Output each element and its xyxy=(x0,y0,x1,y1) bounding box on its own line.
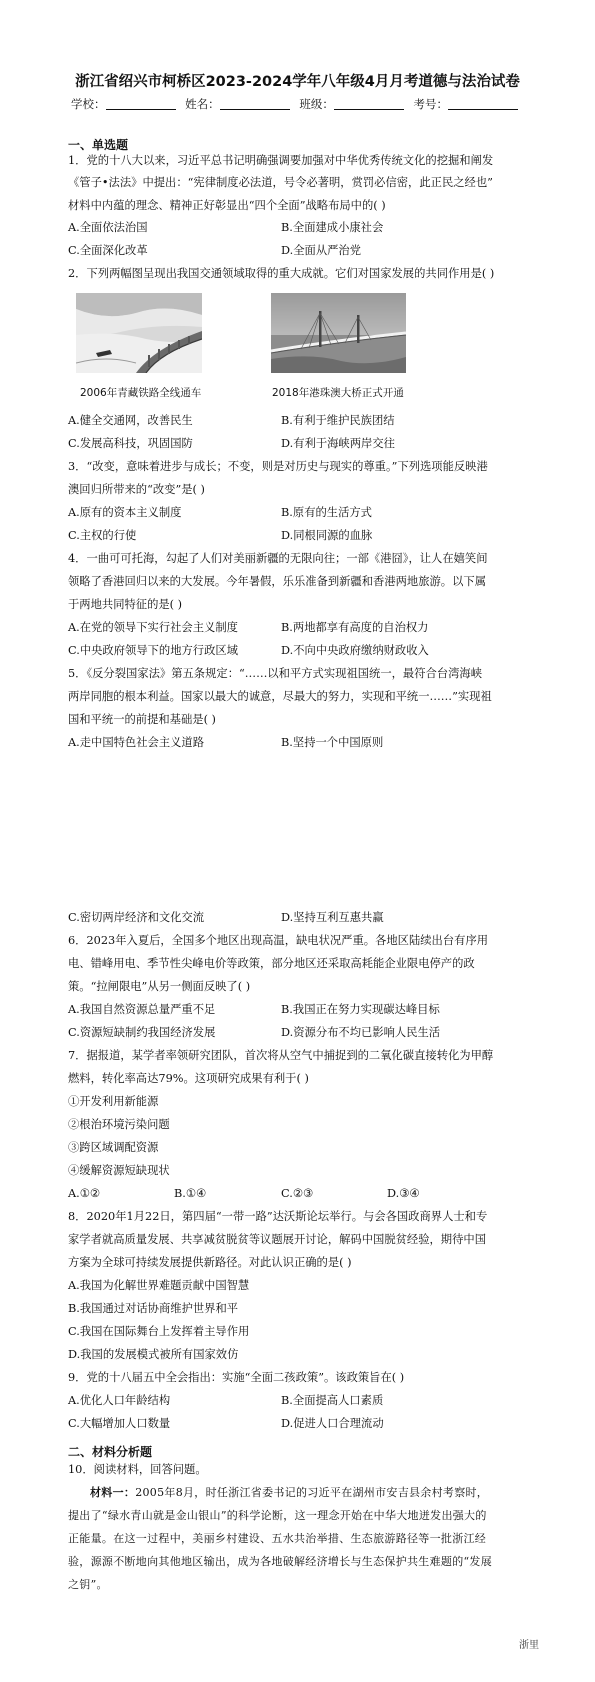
q1-option-a[interactable]: A.全面依法治国 xyxy=(68,221,148,234)
section-single-choice: 一、单选题 xyxy=(68,138,129,152)
q10-material-line2: 提出了“绿水青山就是金山银山”的科学论断，这一理念开始在中华大地迸发出强大的 xyxy=(68,1509,487,1522)
q2-line1: 2．下列两幅图呈现出我国交通领域取得的重大成就。它们对国家发展的共同作用是( ) xyxy=(68,267,495,280)
q2-caption-right: 2018年港珠澳大桥正式开通 xyxy=(272,387,404,399)
school-label: 学校： xyxy=(71,97,106,111)
student-info-line xyxy=(0,96,595,112)
q8-option-d[interactable]: D.我国的发展模式被所有国家效仿 xyxy=(68,1348,239,1361)
q8-option-a[interactable]: A.我国为化解世界难题贡献中国智慧 xyxy=(68,1279,250,1292)
q4-line3: 于两地共同特征的是( ) xyxy=(68,598,183,611)
q1-option-c[interactable]: C.全面深化改革 xyxy=(68,244,148,257)
hongkong-zhuhai-macao-bridge-photo xyxy=(271,293,406,373)
q2-option-d[interactable]: D.有利于海峡两岸交往 xyxy=(281,437,395,450)
q10-material-line5: 之钥”。 xyxy=(68,1578,108,1591)
name-blank[interactable] xyxy=(220,98,290,110)
q5-option-b[interactable]: B.坚持一个中国原则 xyxy=(281,736,384,749)
q6-line3: 策。“拉闸限电”从另一侧面反映了( ) xyxy=(68,980,251,993)
q10-material-line4: 验，源源不断地向其他地区输出，成为各地破解经济增长与生态保护共生难题的“发展 xyxy=(68,1555,493,1568)
q4-option-c[interactable]: C.中央政府领导下的地方行政区域 xyxy=(68,644,238,657)
q2-option-c[interactable]: C.发展高科技，巩固国防 xyxy=(68,437,193,450)
q2-option-b[interactable]: B.有利于维护民族团结 xyxy=(281,414,395,427)
q3-option-c[interactable]: C.主权的行使 xyxy=(68,529,137,542)
q4-option-a[interactable]: A.在党的领导下实行社会主义制度 xyxy=(68,621,238,634)
name-label: 姓名： xyxy=(185,97,220,111)
q7-option-b[interactable]: B.①④ xyxy=(174,1187,207,1200)
q6-line1: 6．2023年入夏后，全国多个地区出现高温，缺电状况严重。各地区陆续出台有序用 xyxy=(68,934,489,947)
q10-material-line1 xyxy=(68,1486,565,1500)
q3-option-a[interactable]: A.原有的资本主义制度 xyxy=(68,506,182,519)
q5-option-d[interactable]: D.坚持互利互惠共赢 xyxy=(281,911,384,924)
q4-option-d[interactable]: D.不向中央政府缴纳财政收入 xyxy=(281,644,429,657)
number-label: 考号： xyxy=(413,97,448,111)
q7-item-2: ②根治环境污染问题 xyxy=(68,1118,170,1131)
q1-line1: 1．党的十八大以来，习近平总书记明确强调要加强对中华优秀传统文化的挖掘和阐发 xyxy=(68,154,494,167)
q5-option-a[interactable]: A.走中国特色社会主义道路 xyxy=(68,736,205,749)
q8-line3: 方案为全球可持续发展提供新路径。对此认识正确的是( ) xyxy=(68,1256,352,1269)
q5-line3: 国和平统一的前提和基础是( ) xyxy=(68,713,216,726)
section-material-analysis: 二、材料分析题 xyxy=(68,1445,153,1459)
q6-line2: 电、错峰用电、季节性尖峰电价等政策，部分地区还采取高耗能企业限电停产的政 xyxy=(68,957,475,970)
q9-option-c[interactable]: C.大幅增加人口数量 xyxy=(68,1417,171,1430)
q8-option-c[interactable]: C.我国在国际舞台上发挥着主导作用 xyxy=(68,1325,250,1338)
q2-option-a[interactable]: A.健全交通网，改善民生 xyxy=(68,414,193,427)
q7-line2: 燃料，转化率高达79%。这项研究成果有利于( ) xyxy=(68,1072,309,1085)
page-footer: 浙里 xyxy=(519,1640,539,1651)
q8-line2: 家学者就高质量发展、共享减贫脱贫等议题展开讨论，解码中国脱贫经验，期待中国 xyxy=(68,1233,486,1246)
q10-line1: 10．阅读材料，回答问题。 xyxy=(68,1463,207,1476)
material-text-1: 2005年8月，时任浙江省委书记的习近平在湖州市安吉县余村考察时， xyxy=(135,1486,489,1499)
q6-option-b[interactable]: B.我国正在努力实现碳达峰目标 xyxy=(281,1003,440,1016)
q5-line2: 两岸同胞的根本利益。国家以最大的诚意，尽最大的努力，实现和平统一……”实现祖 xyxy=(68,690,492,703)
q8-option-b[interactable]: B.我国通过对话协商维护世界和平 xyxy=(68,1302,239,1315)
q7-option-c[interactable]: C.②③ xyxy=(281,1187,314,1200)
q9-line1: 9．党的十八届五中全会指出：实施“全面二孩政策”。该政策旨在( ) xyxy=(68,1371,405,1384)
material-label: 材料一： xyxy=(90,1486,136,1499)
q4-line2: 领略了香港回归以来的大发展。今年暑假，乐乐准备到新疆和香港两地旅游。以下属 xyxy=(68,575,486,588)
q7-option-d[interactable]: D.③④ xyxy=(387,1187,420,1200)
class-label: 班级： xyxy=(299,97,334,111)
q1-line3: 材料中内蕴的理念、精神正好彰显出“四个全面”战略布局中的( ) xyxy=(68,199,386,212)
q3-line2: 澳回归所带来的“改变”是( ) xyxy=(68,483,205,496)
q7-item-3: ③跨区域调配资源 xyxy=(68,1141,159,1154)
q3-option-b[interactable]: B.原有的生活方式 xyxy=(281,506,372,519)
q4-line1: 4．一曲可可托海，勾起了人们对美丽新疆的无限向往；一部《港囧》，让人在嬉笑间 xyxy=(68,552,488,565)
school-blank[interactable] xyxy=(106,98,176,110)
q6-option-d[interactable]: D.资源分布不均已影响人民生活 xyxy=(281,1026,441,1039)
page-title: 浙江省绍兴市柯桥区2023-2024学年八年级4月月考道德与法治试卷 xyxy=(75,74,520,90)
q8-line1: 8．2020年1月22日，第四届“一带一路”达沃斯论坛举行。与会各国政商界人士和专 xyxy=(68,1210,488,1223)
q7-item-4: ④缓解资源短缺现状 xyxy=(68,1164,170,1177)
q5-line1: 5．《反分裂国家法》第五条规定：“……以和平方式实现祖国统一，最符合台湾海峡 xyxy=(68,667,483,680)
q1-option-b[interactable]: B.全面建成小康社会 xyxy=(281,221,384,234)
q10-material-line3: 正能量。在这一过程中，美丽乡村建设、五水共治举措、生态旅游路径等一批浙江经 xyxy=(68,1532,487,1545)
q2-caption-left: 2006年青藏铁路全线通车 xyxy=(80,387,202,399)
qinghai-tibet-railway-photo xyxy=(76,293,202,373)
q7-line1: 7．据报道，某学者率领研究团队，首次将从空气中捕捉到的二氧化碳直接转化为甲醇 xyxy=(68,1049,494,1062)
class-blank[interactable] xyxy=(334,98,404,110)
q4-option-b[interactable]: B.两地都享有高度的自治权力 xyxy=(281,621,429,634)
q7-item-1: ①开发利用新能源 xyxy=(68,1095,159,1108)
q9-option-a[interactable]: A.优化人口年龄结构 xyxy=(68,1394,171,1407)
q6-option-a[interactable]: A.我国自然资源总量严重不足 xyxy=(68,1003,216,1016)
q1-option-d[interactable]: D.全面从严治党 xyxy=(281,244,362,257)
q3-option-d[interactable]: D.同根同源的血脉 xyxy=(281,529,373,542)
q3-line1: 3．“改变，意味着进步与成长；不变，则是对历史与现实的尊重。”下列选项能反映港 xyxy=(68,460,488,473)
q7-option-a[interactable]: A.①② xyxy=(68,1187,101,1200)
q1-line2: 《管子•法法》中提出：“宪律制度必法道，号令必著明，赏罚必信密，此正民之经也” xyxy=(68,176,493,189)
q9-option-d[interactable]: D.促进人口合理流动 xyxy=(281,1417,384,1430)
number-blank[interactable] xyxy=(448,98,518,110)
q5-option-c[interactable]: C.密切两岸经济和文化交流 xyxy=(68,911,205,924)
q6-option-c[interactable]: C.资源短缺制约我国经济发展 xyxy=(68,1026,216,1039)
q9-option-b[interactable]: B.全面提高人口素质 xyxy=(281,1394,384,1407)
